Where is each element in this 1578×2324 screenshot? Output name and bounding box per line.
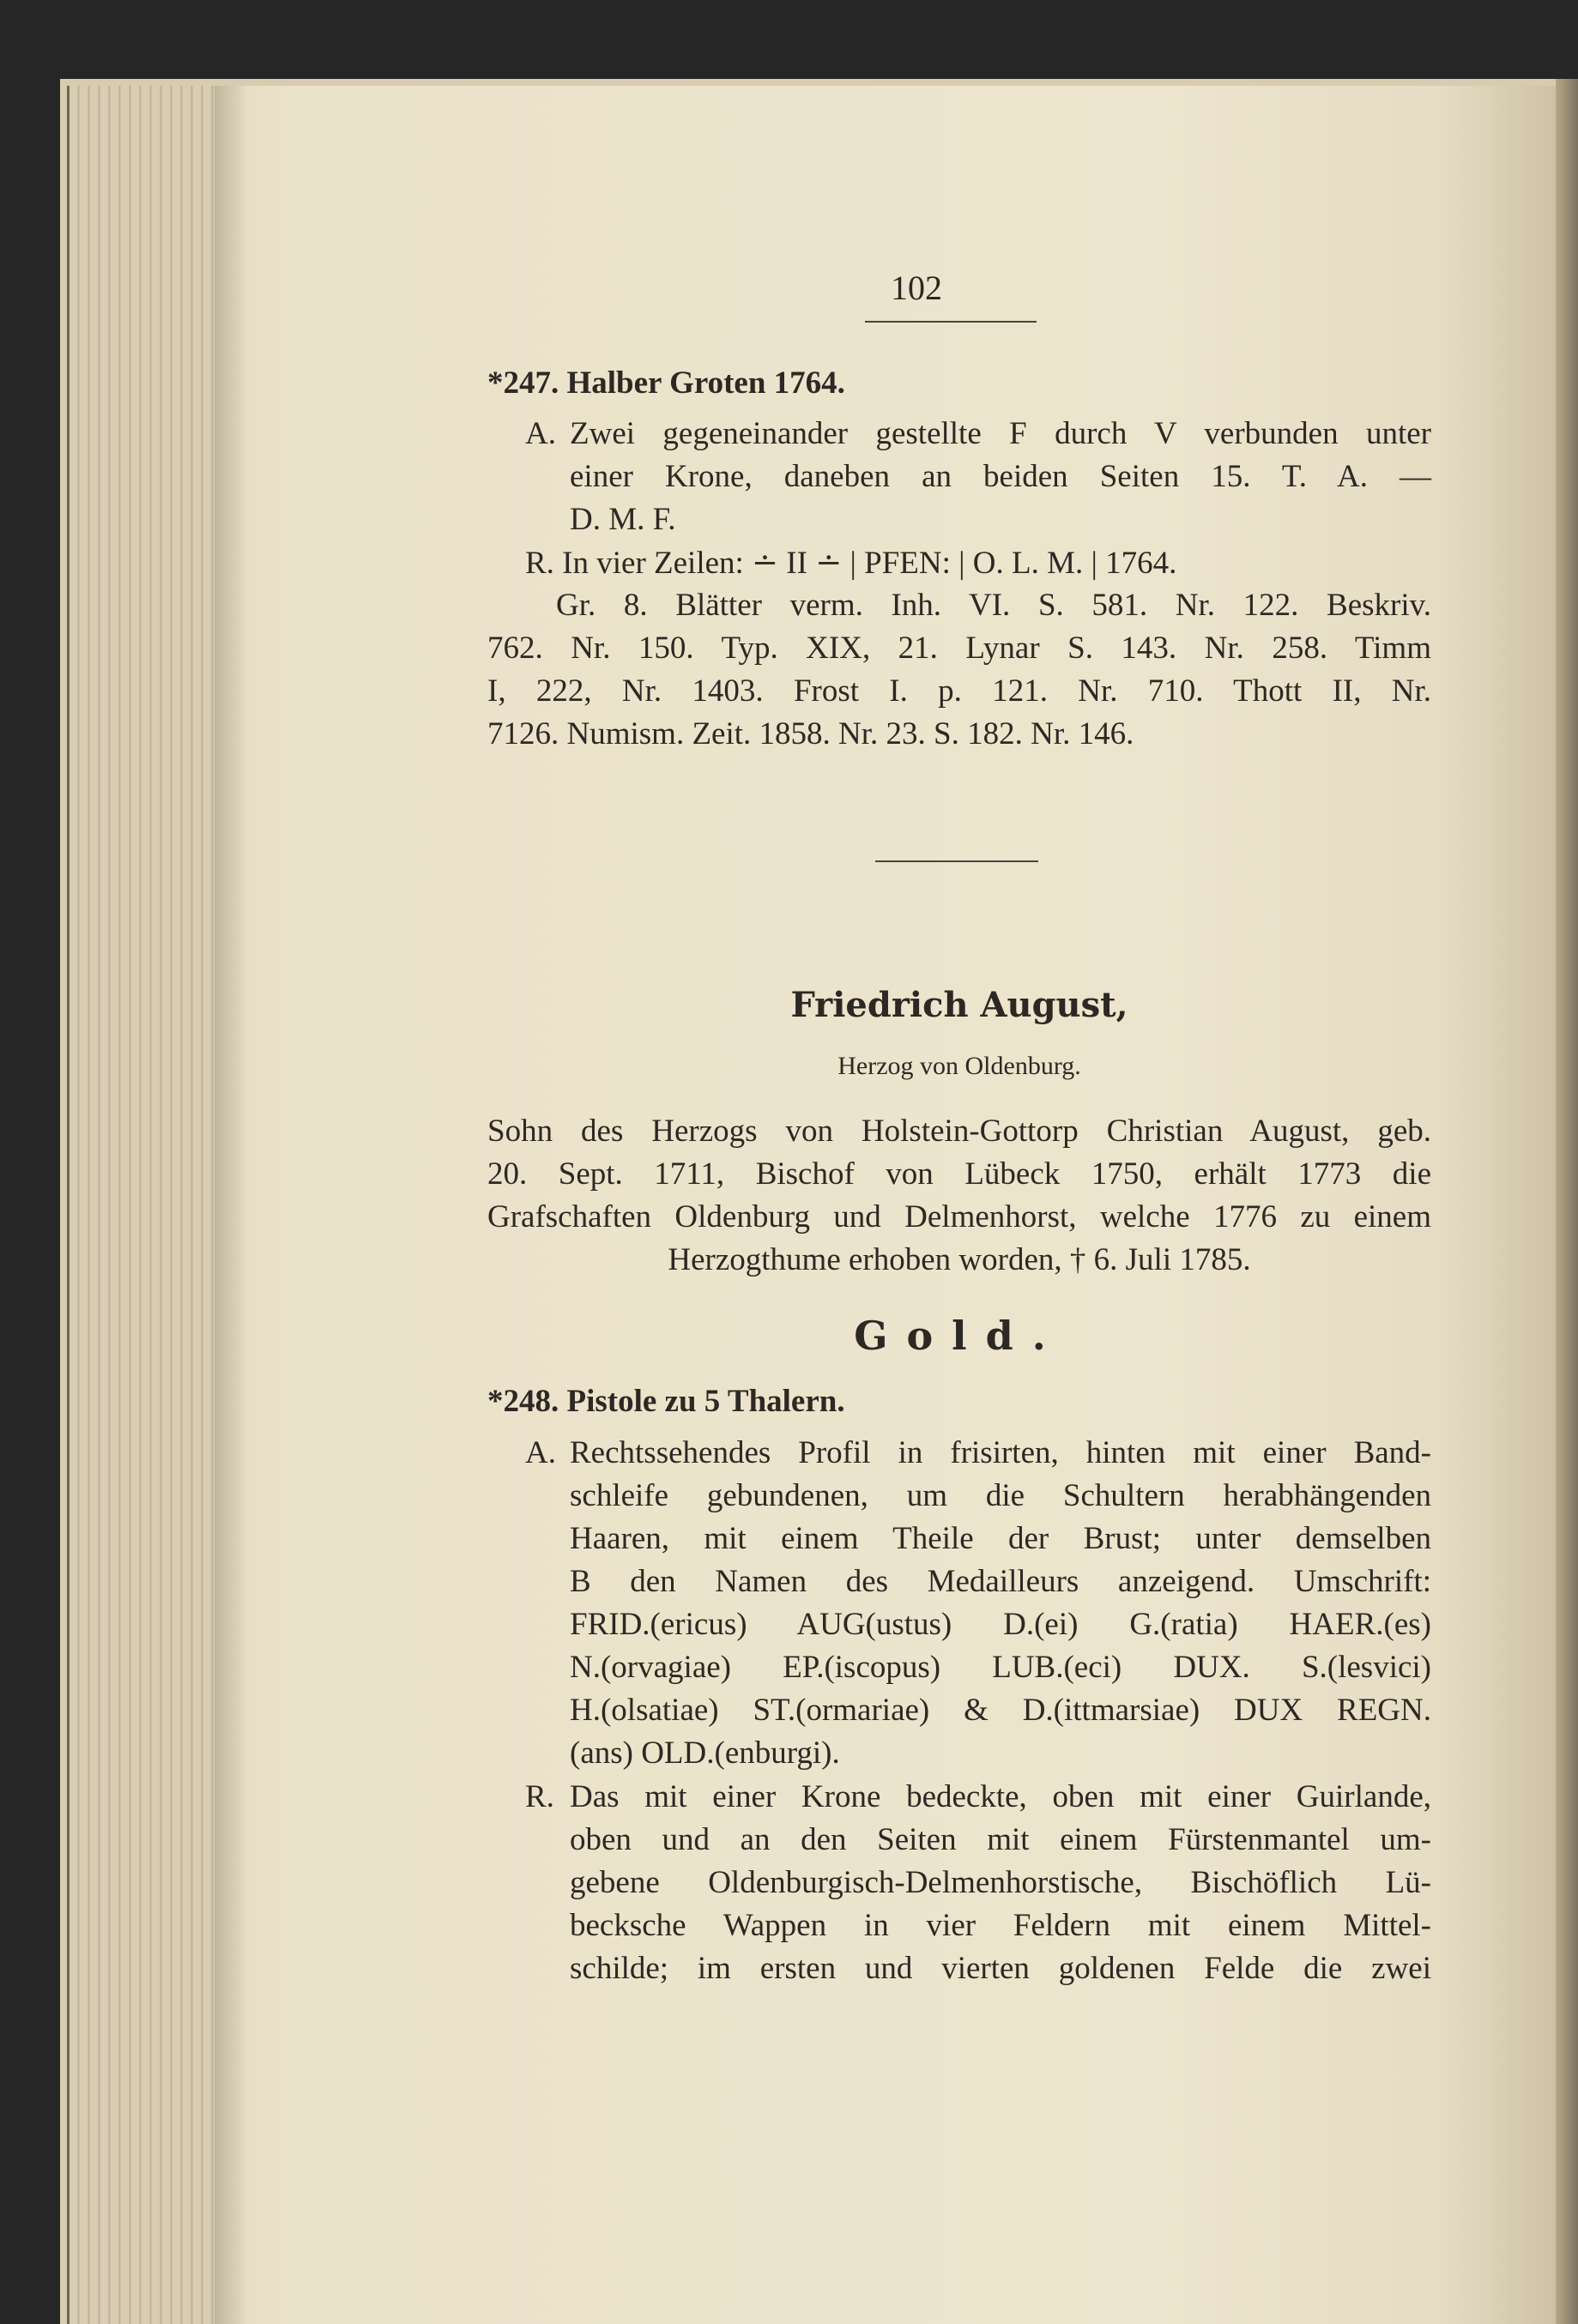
entry-247-a-label: A. xyxy=(525,416,556,451)
entry-248-heading: *248. Pistole zu 5 Thalern. xyxy=(487,1384,845,1419)
entry-248-r-label: R. xyxy=(525,1779,554,1814)
entry-248-r-line: Das mit einer Krone bedeckte, oben mit einer Guirlande, xyxy=(570,1779,1431,1814)
entry-247-ref-line: I, 222, Nr. 1403. Frost I. p. 121. Nr. 710. Thott II, Nr. xyxy=(487,673,1431,709)
intro-line: Herzogthume erhoben worden, † 6. Juli 1785. xyxy=(668,1242,1251,1277)
gutter-shadow xyxy=(215,86,249,2324)
intro-line: 20. Sept. 1711, Bischof von Lübeck 1750, erhält 1773 die xyxy=(487,1156,1431,1192)
entry-248-a-line: B den Namen des Medailleurs anzeigend. Umschrift: xyxy=(570,1564,1431,1599)
entry-248-r-line: gebene Oldenburgisch-Delmenhorstische, Bischöflich Lü- xyxy=(570,1865,1431,1900)
entry-248-r-line: becksche Wappen in vier Feldern mit einem Mittel- xyxy=(570,1908,1431,1943)
entry-248-a-line: (ans) OLD.(enburgi). xyxy=(570,1735,840,1771)
entry-248-a-line: FRID.(ericus) AUG(ustus) D.(ei) G.(ratia) HAER.(es) xyxy=(570,1607,1431,1642)
section-rule xyxy=(875,860,1038,862)
entry-248-r-line: schilde; im ersten und vierten goldenen Felde die zwei xyxy=(570,1951,1431,1986)
entry-247-a-line: einer Krone, daneben an beiden Seiten 15. T. A. — xyxy=(570,459,1431,494)
entry-247-ref-line: 762. Nr. 150. Typ. XIX, 21. Lynar S. 143. Nr. 258. Timm xyxy=(487,631,1431,666)
entry-247-r-line: R. In vier Zeilen: ∸ II ∸ | PFEN: | O. L. M. | 1764. xyxy=(525,546,1177,581)
entry-247-a-line: D. M. F. xyxy=(570,502,676,537)
header-rule xyxy=(865,321,1037,323)
entry-248-a-line: Rechtssehendes Profil in frisirten, hinten mit einer Band- xyxy=(570,1435,1431,1470)
intro-line: Grafschaften Oldenburg und Delmenhorst, welche 1776 zu einem xyxy=(487,1199,1431,1234)
entry-247-ref-line: Gr. 8. Blätter verm. Inh. VI. S. 581. Nr. 122. Beskriv. xyxy=(556,588,1431,623)
entry-247-a-line: Zwei gegeneinander gestellte F durch V verbunden unter xyxy=(570,416,1431,451)
entry-248-a-line: H.(olsatiae) ST.(ormariae) & D.(ittmarsiae) DUX REGN. xyxy=(570,1693,1431,1728)
book-right-edge xyxy=(1556,79,1578,2324)
entry-247-ref-line: 7126. Numism. Zeit. 1858. Nr. 23. S. 182. Nr. 146. xyxy=(487,716,1134,752)
entry-248-a-label: A. xyxy=(525,1435,556,1470)
section-title: Friedrich August, xyxy=(790,985,1128,1025)
entry-248-r-line: oben und an den Seiten mit einem Fürstenmantel um- xyxy=(570,1822,1431,1857)
metal-heading: Gold. xyxy=(854,1313,1065,1359)
page-number: 102 xyxy=(891,269,942,307)
section-subtitle: Herzog von Oldenburg. xyxy=(837,1052,1081,1080)
entry-248-a-line: N.(orvagiae) EP.(iscopus) LUB.(eci) DUX. S.(lesvici) xyxy=(570,1650,1431,1685)
entry-248-a-line: schleife gebundenen, um die Schultern herabhängenden xyxy=(570,1478,1431,1513)
entry-248-a-line: Haaren, mit einem Theile der Brust; unter demselben xyxy=(570,1521,1431,1556)
page-text xyxy=(487,0,1431,2324)
entry-247-heading: *247. Halber Groten 1764. xyxy=(487,365,845,401)
intro-line: Sohn des Herzogs von Holstein-Gottorp Christian August, geb. xyxy=(487,1114,1431,1149)
